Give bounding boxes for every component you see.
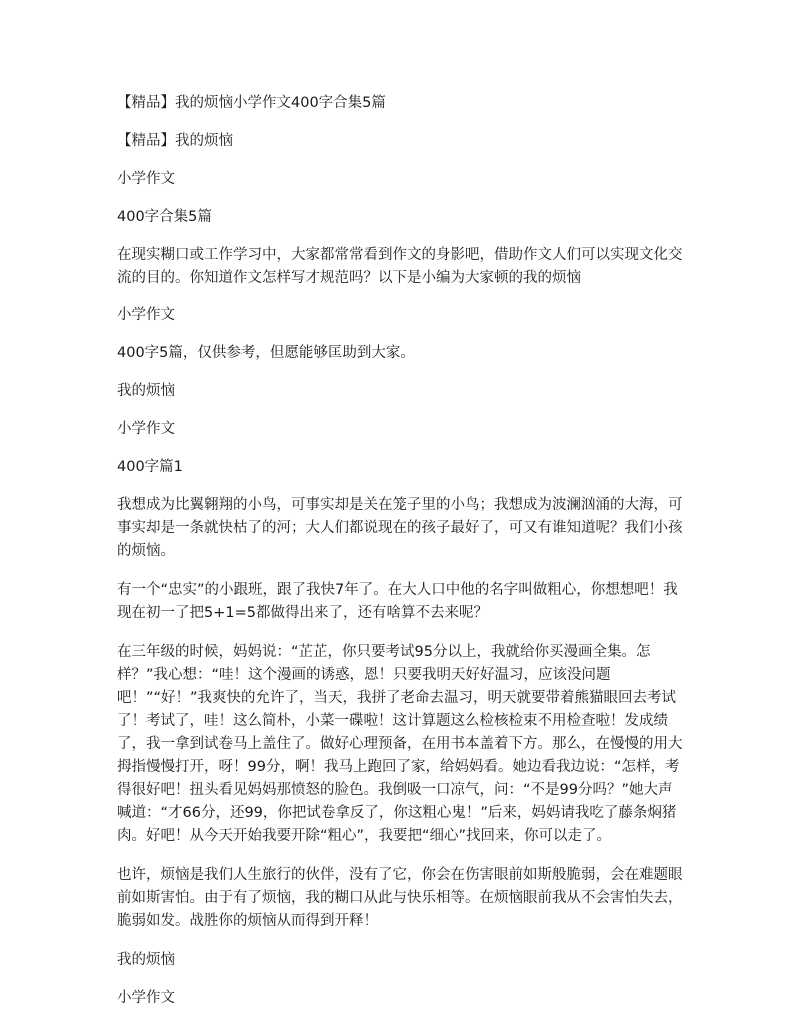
section-heading: 我的烦恼 (117, 383, 175, 399)
heading-line: 小学作文 (117, 171, 175, 187)
document-title: 【精品】我的烦恼小学作文400字合集5篇 (117, 95, 386, 111)
section-heading: 小学作文 (117, 421, 175, 437)
section-heading: 我的烦恼 (117, 952, 175, 968)
body-paragraph: 也许，烦恼是我们人生旅行的伙伴，没有了它，你会在伤害眼前如斯般脆弱，会在难题眼前如斯害怕。由于有了烦恼，我的糊口从此与快乐相等。在烦恼眼前我从不会害怕失去，脆弱如发。战胜你的烦恼从而得到开释！ (117, 867, 683, 929)
body-paragraph: 在三年级的时候，妈妈说：“芷芷，你只要考试95分以上，我就给你买漫画全集。怎样？”我心想：“哇！这个漫画的诱惑，恩！只要我明天好好温习，应该没问题吧！”“好！”我爽快的允许了，当天，我拼了老命去温习，明天就要带着熊猫眼回去考试了！考试了，哇！这么简朴，小菜一碟啦！这计算题这么检核检束不用检查啦！发成绩了，我一拿到试卷马上盖住了。做好心理预备，在用书本盖着下方。那么，在慢慢的用大拇指慢慢打开，呀！99分，啊！我马上跑回了家，给妈妈看。她边看我边说：“怎样，考得很好吧！扭头看见妈妈那愤怒的脸色。我倒吸一口凉气，问：“不是99分吗？”她大声喊道：“才66分，还99，你把试卷拿反了，你这粗心鬼！”后来，妈妈请我吃了藤条焖猪肉。好吧！从今天开始我要开除“粗心”，我要把“细心”找回来，你可以走了。 (117, 644, 683, 844)
body-paragraph: 我想成为比翼翱翔的小鸟，可事实却是关在笼子里的小鸟；我想成为波澜汹涌的大海，可事实却是一条就快枯了的河；大人们都说现在的孩子最好了，可又有谁知道呢？我们小孩的烦恼。 (117, 497, 683, 559)
document-page (117, 92, 683, 1010)
heading-line: 400字合集5篇 (117, 209, 212, 225)
heading-line: 【精品】我的烦恼 (117, 133, 233, 149)
heading-line: 小学作文 (117, 307, 175, 323)
intro-paragraph: 在现实糊口或工作学习中，大家都常常看到作文的身影吧，借助作文人们可以实现文化交流的目的。你知道作文怎样写才规范吗？以下是小编为大家顿的我的烦恼 (117, 247, 683, 286)
body-paragraph: 有一个“忠实”的小跟班，跟了我快7年了。在大人口中他的名字叫做粗心，你想想吧！我现在初一了把5+1=5都做得出来了，还有啥算不去来呢？ (117, 582, 678, 621)
section-heading: 400字篇1 (117, 459, 183, 475)
intro-paragraph: 400字5篇，仅供参考，但愿能够匡助到大家。 (117, 345, 415, 361)
section-heading: 小学作文 (117, 990, 175, 1006)
